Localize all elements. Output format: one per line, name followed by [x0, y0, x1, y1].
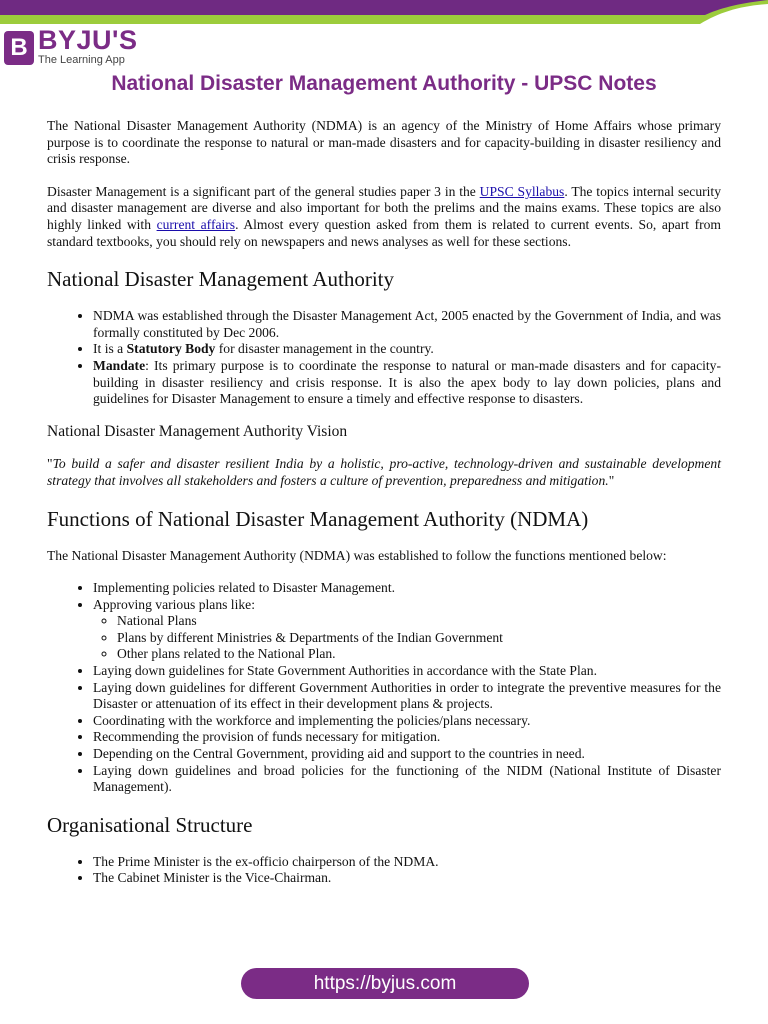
intro-paragraph-1: The National Disaster Management Authority (NDMA) is an agency of the Ministry of Home Affairs whose primary purpose is to coordinate the response to natural or man-made disasters and for capacity-building in disaster resiliency and crisis response. — [47, 118, 721, 167]
header-banner — [0, 0, 768, 26]
text: To build a safer and disaster resilient India by a holistic, pro-active, technology-driven and sustainable development strategy that involves all stakeholders and fosters a culture of prevention, preparedness and mitigation. — [47, 456, 721, 488]
text: " — [608, 472, 615, 488]
plans-sublist — [93, 613, 721, 663]
org-structure-heading: Organisational Structure — [47, 812, 253, 837]
list-item: • Recommending the provision of funds necessary for mitigation. — [93, 729, 721, 746]
list-item — [93, 358, 721, 408]
website-link-button[interactable]: https://byjus.com — [241, 968, 529, 999]
current-affairs-link[interactable]: current affairs — [156, 216, 236, 232]
list-item: • Implementing policies related to Disaster Management. — [93, 580, 721, 597]
page-title: National Disaster Management Authority - UPSC Notes — [111, 72, 657, 95]
list-item — [93, 341, 721, 358]
text: for disaster management in the country. — [215, 341, 434, 357]
text: Statutory Body — [126, 341, 216, 357]
text: . Almost every question asked from them is related to current events. So, apart from standard textbooks, you should rely on newspapers and news analyses as well for these sections. — [47, 216, 722, 249]
list-item: • Laying down guidelines for different Government Authorities in order to integrate the preventive measures for the Disaster or attenuation of its effect in their development plans & projects. — [93, 680, 721, 713]
vision-quote — [47, 456, 721, 489]
text: Disaster Management is a significant part of the general studies paper 3 in the — [47, 183, 480, 199]
logo-name: BYJU'S — [38, 25, 138, 55]
text: Approving various plans like: — [93, 596, 255, 612]
document-body — [47, 118, 721, 903]
byjus-logo[interactable] — [4, 25, 164, 70]
logo-b-icon: B — [4, 31, 34, 65]
sub-list-item: ◦ Plans by different Ministries & Departments of the Indian Government — [117, 630, 721, 647]
list-item: • The Cabinet Minister is the Vice-Chairman. — [93, 870, 721, 887]
functions-list — [47, 580, 721, 796]
intro-paragraph-2 — [47, 184, 721, 250]
list-item: • Laying down guidelines for State Government Authorities in accordance with the State Plan. — [93, 663, 721, 680]
upsc-syllabus-link[interactable]: UPSC Syllabus — [479, 183, 565, 199]
text: . The topics internal security and disaster management are diverse and also important for both the prelims and the mains exams. These topics are also highly linked with — [47, 183, 721, 232]
functions-intro: The National Disaster Management Authority (NDMA) was established to follow the functions mentioned below: — [47, 547, 667, 563]
text: : Its primary purpose is to coordinate the response to natural or man-made disasters and for capacity-building in disaster resiliency and crisis response. It is also the apex body to lay down policies, plans and guidelines for Disaster Management to ensure a timely and effective response to disasters. — [93, 357, 721, 407]
text: " — [47, 456, 53, 472]
list-item: • Laying down guidelines and broad policies for the functioning of the NIDM (National Institute of Disaster Management). — [93, 763, 721, 796]
sub-list-item: ◦ Other plans related to the National Plan. — [117, 646, 721, 663]
section-heading-ndma: National Disaster Management Authority — [47, 267, 395, 292]
list-item: • NDMA was established through the Disaster Management Act, 2005 enacted by the Government of India, and was formally constituted by Dec 2006. — [93, 308, 721, 341]
functions-heading: Functions of National Disaster Management Authority (NDMA) — [47, 506, 589, 531]
list-item: • Depending on the Central Government, providing aid and support to the countries in need. — [93, 746, 721, 763]
org-list — [47, 854, 721, 887]
vision-heading: National Disaster Management Authority Vision — [47, 422, 348, 440]
ndma-list — [47, 308, 721, 408]
sub-list-item: ◦ National Plans — [117, 613, 721, 630]
list-item: • Coordinating with the workforce and implementing the policies/plans necessary. — [93, 713, 721, 730]
list-item: • The Prime Minister is the ex-officio chairperson of the NDMA. — [93, 854, 721, 871]
text: Mandate — [93, 357, 146, 373]
logo-tagline: The Learning App — [38, 54, 125, 66]
list-item — [93, 597, 721, 663]
text: It is a — [93, 341, 127, 357]
